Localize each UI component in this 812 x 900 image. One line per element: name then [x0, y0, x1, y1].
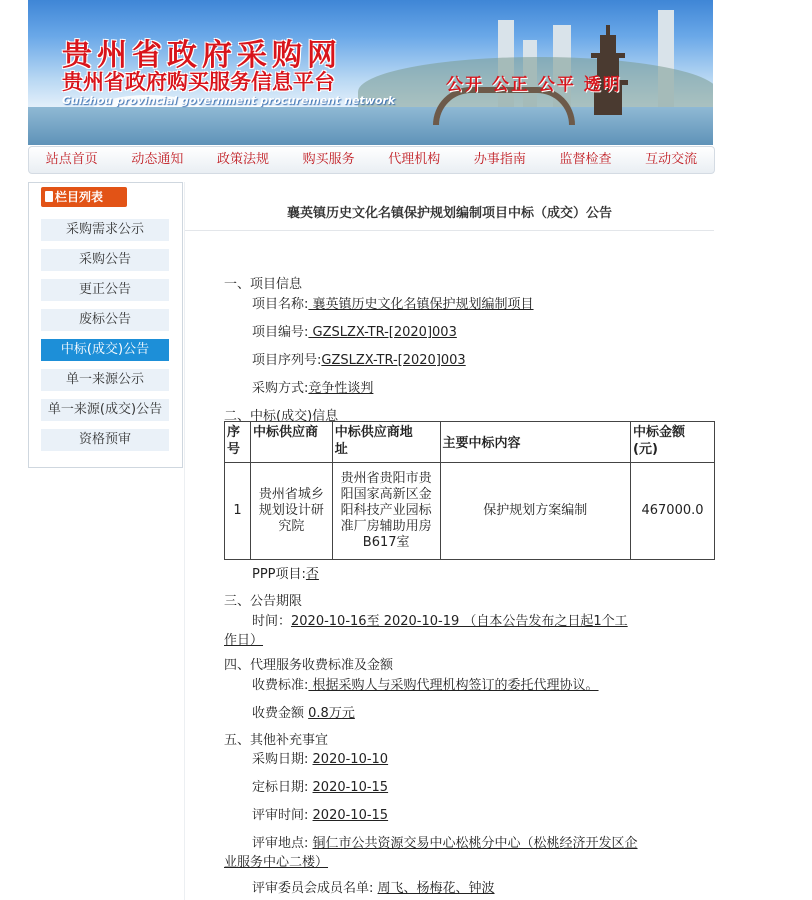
col-address-header [332, 422, 440, 463]
sidebar-item-requirement-notice[interactable]: 采购需求公示 [41, 219, 169, 241]
project-seq: GZSLZX-TR-[2020]003 [321, 353, 466, 368]
time-row-cont [224, 629, 263, 648]
main-nav [28, 146, 715, 174]
table-row [225, 463, 715, 560]
time-label: 时间： [252, 614, 292, 629]
review-place-row-cont [224, 851, 328, 870]
committee-members: 周飞、杨梅花、钟波 [377, 881, 495, 896]
sidebar-list [41, 219, 169, 459]
col-amount-header [631, 422, 715, 463]
nav-policies[interactable]: 政策法规 [217, 152, 270, 167]
time-value-line2: 作日） [224, 633, 264, 648]
award-date-row [252, 776, 388, 795]
purchase-date: 2020-10-10 [312, 752, 389, 767]
sidebar-header-label: 栏目列表 [55, 190, 104, 204]
committee-row [252, 877, 495, 896]
table-header-row [225, 422, 715, 463]
project-seq-label: 项目序列号: [252, 353, 322, 368]
sidebar-item-award-notice[interactable]: 中标(成交)公告 [41, 339, 169, 361]
project-name-row [252, 293, 534, 312]
nav-purchase-services[interactable]: 购买服务 [302, 152, 355, 167]
purchase-date-row [252, 748, 388, 767]
ppp-value: 否 [305, 567, 319, 582]
col-amount-label: 中标金额 (元) [633, 425, 686, 457]
review-place-line2: 业服务中心二楼） [224, 855, 329, 870]
method-value: 竞争性谈判 [308, 381, 374, 396]
site-english-title: Guizhou provincial government procurement network [62, 94, 396, 107]
site-subtitle: 贵州省政府购买服务信息平台 [62, 70, 335, 94]
col-supplier-header [250, 422, 332, 463]
project-no-row [252, 321, 457, 340]
nav-supervision[interactable]: 监督检查 [559, 152, 612, 167]
award-date: 2020-10-15 [312, 780, 389, 795]
cell-seq-text: 1 [233, 503, 242, 518]
col-supplier-label: 中标供应商 [252, 425, 318, 440]
review-place-label: 评审地点: [252, 836, 309, 851]
cell-address-text: 贵州省贵阳市贵 阳国家高新区金 阳科技产业园标 准厂房辅助用房 B617室 [340, 471, 432, 550]
review-time-label: 评审时间: [252, 808, 309, 823]
nav-interaction[interactable]: 互动交流 [645, 152, 698, 167]
fee-amt-value: 0.8万元 [308, 706, 355, 721]
sidebar-item-single-source-notice[interactable]: 单一来源公示 [41, 369, 169, 391]
cell-address [332, 463, 440, 560]
method-row [252, 377, 373, 396]
site-banner [28, 0, 713, 145]
nav-guide[interactable]: 办事指南 [473, 152, 526, 167]
review-place-line1: 铜仁市公共资源交易中心松桃分中心（松桃经济开发区企 [312, 836, 638, 851]
col-seq-label: 序 号 [227, 425, 241, 457]
cell-amount [631, 463, 715, 560]
cell-content-text: 保护规划方案编制 [483, 503, 588, 518]
section-award-info: 二、中标(成交)信息 [224, 409, 339, 424]
col-seq-header [225, 422, 251, 463]
committee-label: 评审委员会成员名单: [252, 881, 374, 896]
review-place-row [252, 832, 638, 851]
sidebar-header [41, 187, 127, 207]
cell-supplier [250, 463, 332, 560]
project-name-label: 项目名称: [252, 297, 309, 312]
ppp-label: PPP项目: [252, 567, 306, 582]
sidebar-item-cancel-notice[interactable]: 废标公告 [41, 309, 169, 331]
sidebar-item-procurement-notice[interactable]: 采购公告 [41, 249, 169, 271]
fee-amt-label: 收费金额 [252, 706, 305, 721]
cell-content [440, 463, 630, 560]
title-divider [185, 230, 714, 231]
nav-home[interactable]: 站点首页 [45, 152, 98, 167]
col-content-label: 主要中标内容 [442, 435, 521, 451]
section-project-info: 一、项目信息 [224, 277, 303, 292]
fee-amt-row [252, 702, 355, 721]
sidebar-item-correction-notice[interactable]: 更正公告 [41, 279, 169, 301]
project-no-label: 项目编号: [252, 325, 309, 340]
ppp-row [252, 563, 319, 582]
sidebar-item-single-source-award[interactable]: 单一来源(成交)公告 [41, 399, 169, 421]
site-slogan: 公开 公正 公平 透明 [446, 75, 622, 95]
nav-agencies[interactable]: 代理机构 [388, 152, 441, 167]
review-time-row [252, 804, 388, 823]
award-date-label: 定标日期: [252, 780, 309, 795]
fee-std-label: 收费标准: [252, 678, 309, 693]
section-notice-period: 三、公告期限 [224, 594, 303, 609]
review-time: 2020-10-15 [312, 808, 389, 823]
col-address-label: 中标供应商地 址 [334, 425, 413, 457]
site-title: 贵州省政府采购网 [62, 38, 342, 73]
sidebar-item-prequalification[interactable]: 资格预审 [41, 429, 169, 451]
cell-amount-text: 467000.0 [641, 503, 704, 518]
purchase-date-label: 采购日期: [252, 752, 309, 767]
cell-seq [225, 463, 251, 560]
document-icon [45, 191, 53, 202]
time-value-line1: 2020-10-16至 2020-10-19 （自本公告发布之日起1个工 [291, 614, 628, 629]
project-seq-row [252, 349, 466, 368]
nav-notices[interactable]: 动态通知 [131, 152, 184, 167]
section-other: 五、其他补充事宜 [224, 733, 329, 748]
fee-std-value: 根据采购人与采购代理机构签订的委托代理协议。 [308, 678, 599, 693]
time-row [252, 610, 628, 629]
project-no: GZSLZX-TR-[2020]003 [308, 325, 457, 340]
sidebar [28, 182, 183, 468]
method-label: 采购方式: [252, 381, 309, 396]
fee-std-row [252, 674, 599, 693]
article-title: 襄英镇历史文化名镇保护规划编制项目中标（成交）公告 [286, 206, 612, 221]
project-name: 襄英镇历史文化名镇保护规划编制项目 [308, 297, 534, 312]
award-table [224, 421, 715, 560]
cell-supplier-text: 贵州省城乡 规划设计研 究院 [258, 487, 324, 534]
section-fee: 四、代理服务收费标准及金额 [224, 658, 394, 673]
col-content-header [440, 422, 630, 463]
